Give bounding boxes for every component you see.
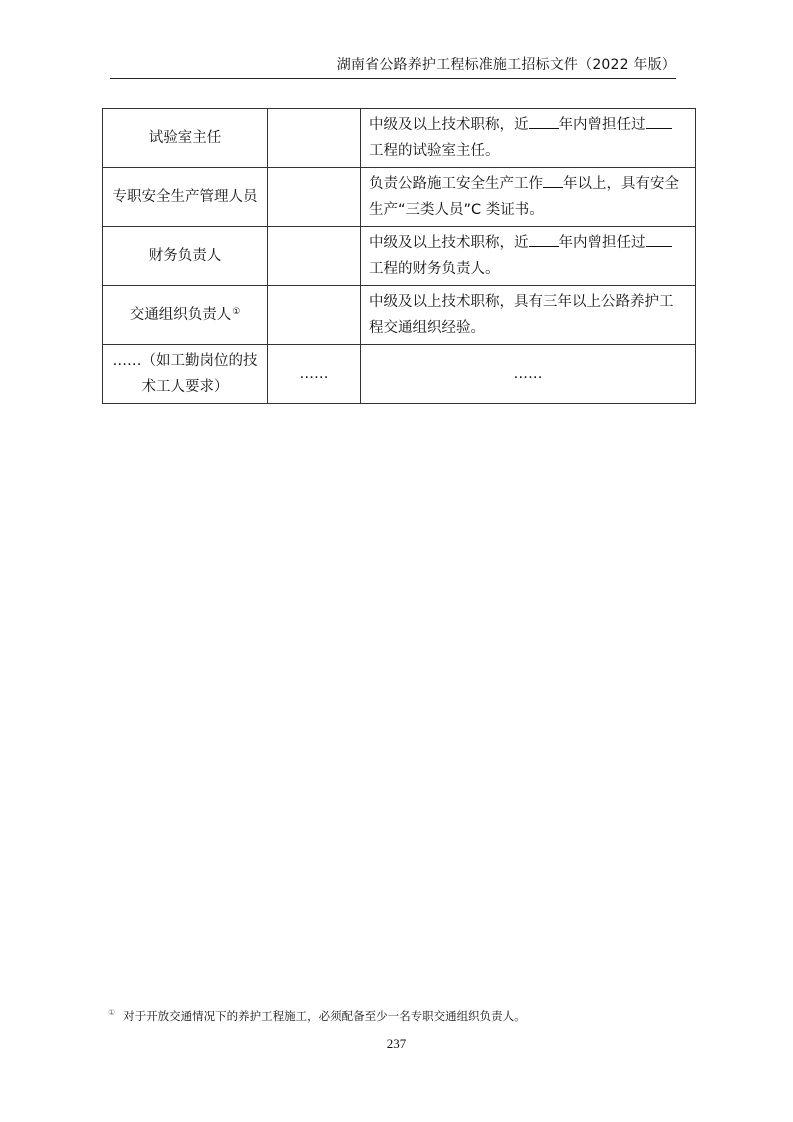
table-row: [103, 345, 696, 404]
footnote-ref: ①: [232, 307, 241, 317]
table-row: [103, 286, 696, 345]
footnote: [108, 1008, 526, 1024]
position-cell: 试验室主任: [103, 109, 268, 168]
requirement-text: 年内曾担任过: [558, 235, 646, 251]
requirement-text: 工程的财务负责人。: [369, 261, 500, 277]
requirement-cell: ……: [361, 345, 696, 404]
requirement-cell: [361, 227, 696, 286]
position-cell: 专职安全生产管理人员: [103, 168, 268, 227]
requirement-text: 工程的试验室主任。: [369, 143, 500, 159]
personnel-requirements-table: [102, 108, 696, 404]
fill-blank: [543, 171, 563, 188]
table-row: [103, 168, 696, 227]
header-title: 湖南省公路养护工程标准施工招标文件（2022 年版）: [336, 57, 676, 73]
count-cell: [268, 168, 361, 227]
requirement-text: 中级及以上技术职称，近: [369, 117, 529, 133]
footnote-mark: ①: [108, 1008, 116, 1017]
requirement-text: 负责公路施工安全生产工作: [369, 176, 543, 192]
fill-blank: [529, 112, 559, 129]
page-number: 237: [386, 1036, 407, 1051]
position-cell: [103, 286, 268, 345]
fill-blank: [646, 112, 672, 129]
count-cell: ……: [268, 345, 361, 404]
requirement-cell: [361, 109, 696, 168]
page-header: [110, 52, 676, 79]
count-cell: [268, 227, 361, 286]
count-cell: [268, 109, 361, 168]
requirement-text: 年以上，具有安全生产“三类人员”C 类证书。: [369, 176, 679, 218]
footnote-text: 对于开放交通情况下的养护工程施工，必须配备至少一名专职交通组织负责人。: [123, 1009, 526, 1023]
table-row: [103, 109, 696, 168]
requirement-cell: 中级及以上技术职称，具有三年以上公路养护工程交通组织经验。: [361, 286, 696, 345]
position-cell: 财务负责人: [103, 227, 268, 286]
count-cell: [268, 286, 361, 345]
position-cell: ……（如工勤岗位的技术工人要求）: [103, 345, 268, 404]
requirement-text: 年内曾担任过: [558, 117, 646, 133]
fill-blank: [529, 230, 559, 247]
fill-blank: [646, 230, 672, 247]
requirement-cell: [361, 168, 696, 227]
requirement-text: 中级及以上技术职称，近: [369, 235, 529, 251]
table-row: [103, 227, 696, 286]
position-label: 交通组织负责人: [129, 307, 232, 323]
